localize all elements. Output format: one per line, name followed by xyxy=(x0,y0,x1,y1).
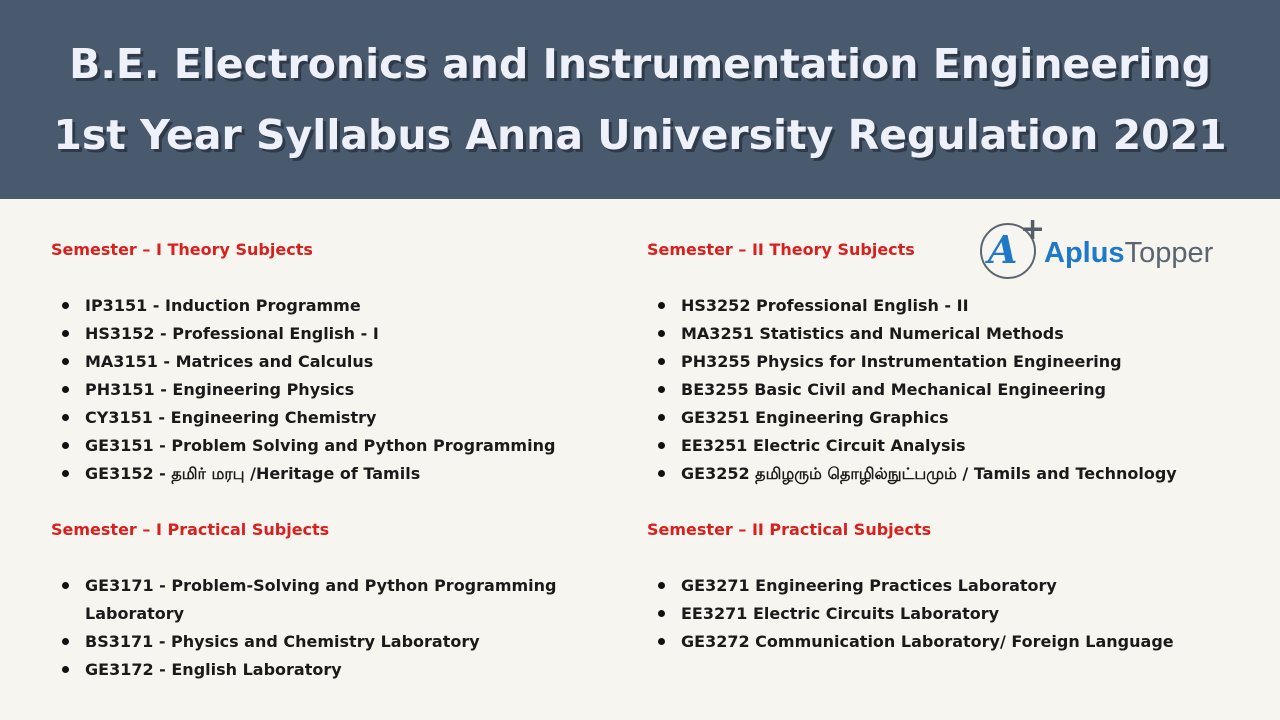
list-item xyxy=(647,292,1217,320)
subject-label: BS3171 - Physics and Chemistry Laboratory xyxy=(85,632,480,651)
title-line-2: 1st Year Syllabus Anna University Regulation 2021 xyxy=(53,111,1227,159)
subject-label: GE3252 தமிழரும் தொழில்நுட்பமும் / Tamils and Technology xyxy=(681,464,1177,483)
title-banner xyxy=(0,0,1280,199)
semester-2-column xyxy=(647,236,1217,684)
bullet-icon xyxy=(658,414,665,421)
subject-label: GE3151 - Problem Solving and Python Programming xyxy=(85,436,556,455)
bullet-icon xyxy=(62,358,69,365)
list-item xyxy=(51,628,611,656)
list-item xyxy=(51,572,611,628)
subject-label: CY3151 - Engineering Chemistry xyxy=(85,408,377,427)
title-line-1: B.E. Electronics and Instrumentation Engineering xyxy=(69,40,1211,88)
bullet-icon xyxy=(62,442,69,449)
bullet-icon xyxy=(658,358,665,365)
bullet-icon xyxy=(658,330,665,337)
list-item xyxy=(51,404,611,432)
subject-label: GE3272 Communication Laboratory/ Foreign Language xyxy=(681,632,1174,651)
bullet-icon xyxy=(62,386,69,393)
bullet-icon xyxy=(62,638,69,645)
semester-1-theory-heading: Semester – I Theory Subjects xyxy=(51,240,313,259)
semester-1-column xyxy=(51,236,611,712)
bullet-icon xyxy=(658,386,665,393)
bullet-icon xyxy=(62,582,69,589)
list-item xyxy=(647,348,1217,376)
logo-letter: A xyxy=(988,227,1018,272)
subject-label: GE3171 - Problem-Solving and Python Programming Laboratory xyxy=(85,576,557,623)
bullet-icon xyxy=(658,638,665,645)
list-item xyxy=(647,320,1217,348)
subject-label: GE3251 Engineering Graphics xyxy=(681,408,949,427)
subject-label: HS3152 - Professional English - I xyxy=(85,324,379,343)
bullet-icon xyxy=(658,610,665,617)
list-item xyxy=(647,404,1217,432)
bullet-icon xyxy=(658,302,665,309)
list-item xyxy=(51,656,611,684)
list-item xyxy=(647,572,1217,600)
subject-label: PH3151 - Engineering Physics xyxy=(85,380,355,399)
list-item xyxy=(51,376,611,404)
list-item xyxy=(51,320,611,348)
subject-label: GE3172 - English Laboratory xyxy=(85,660,342,679)
semester-2-practical-heading: Semester – II Practical Subjects xyxy=(647,520,932,539)
semester-1-practical-list xyxy=(51,572,611,684)
semester-2-theory-heading: Semester – II Theory Subjects xyxy=(647,240,915,259)
subject-label: HS3252 Professional English - II xyxy=(681,296,969,315)
list-item xyxy=(647,628,1217,656)
list-item xyxy=(647,600,1217,628)
list-item xyxy=(647,432,1217,460)
subject-label: MA3251 Statistics and Numerical Methods xyxy=(681,324,1064,343)
bullet-icon xyxy=(62,470,69,477)
subject-label: EE3251 Electric Circuit Analysis xyxy=(681,436,966,455)
subject-label: PH3255 Physics for Instrumentation Engineering xyxy=(681,352,1122,371)
bullet-icon xyxy=(658,470,665,477)
list-item xyxy=(51,460,611,488)
subject-label: BE3255 Basic Civil and Mechanical Engineering xyxy=(681,380,1106,399)
bullet-icon xyxy=(62,666,69,673)
bullet-icon xyxy=(658,442,665,449)
semester-1-practical-heading: Semester – I Practical Subjects xyxy=(51,520,330,539)
list-item xyxy=(51,432,611,460)
subject-label: GE3271 Engineering Practices Laboratory xyxy=(681,576,1057,595)
semester-1-theory-list xyxy=(51,292,611,488)
bullet-icon xyxy=(62,302,69,309)
subject-label: EE3271 Electric Circuits Laboratory xyxy=(681,604,1000,623)
subject-label: IP3151 - Induction Programme xyxy=(85,296,361,315)
logo-text-aplus: Aplus xyxy=(1044,237,1125,269)
subject-label: GE3152 - தமிர் மரபு /Heritage of Tamils xyxy=(85,464,421,483)
list-item xyxy=(647,460,1217,488)
bullet-icon xyxy=(62,414,69,421)
bullet-icon xyxy=(62,330,69,337)
list-item xyxy=(51,292,611,320)
logo-text-topper: Topper xyxy=(1124,237,1214,269)
bullet-icon xyxy=(658,582,665,589)
semester-2-theory-list xyxy=(647,292,1217,488)
list-item xyxy=(647,376,1217,404)
list-item xyxy=(51,348,611,376)
logo-plus-icon: + xyxy=(1020,212,1046,247)
semester-2-practical-list xyxy=(647,572,1217,656)
subject-label: MA3151 - Matrices and Calculus xyxy=(85,352,374,371)
